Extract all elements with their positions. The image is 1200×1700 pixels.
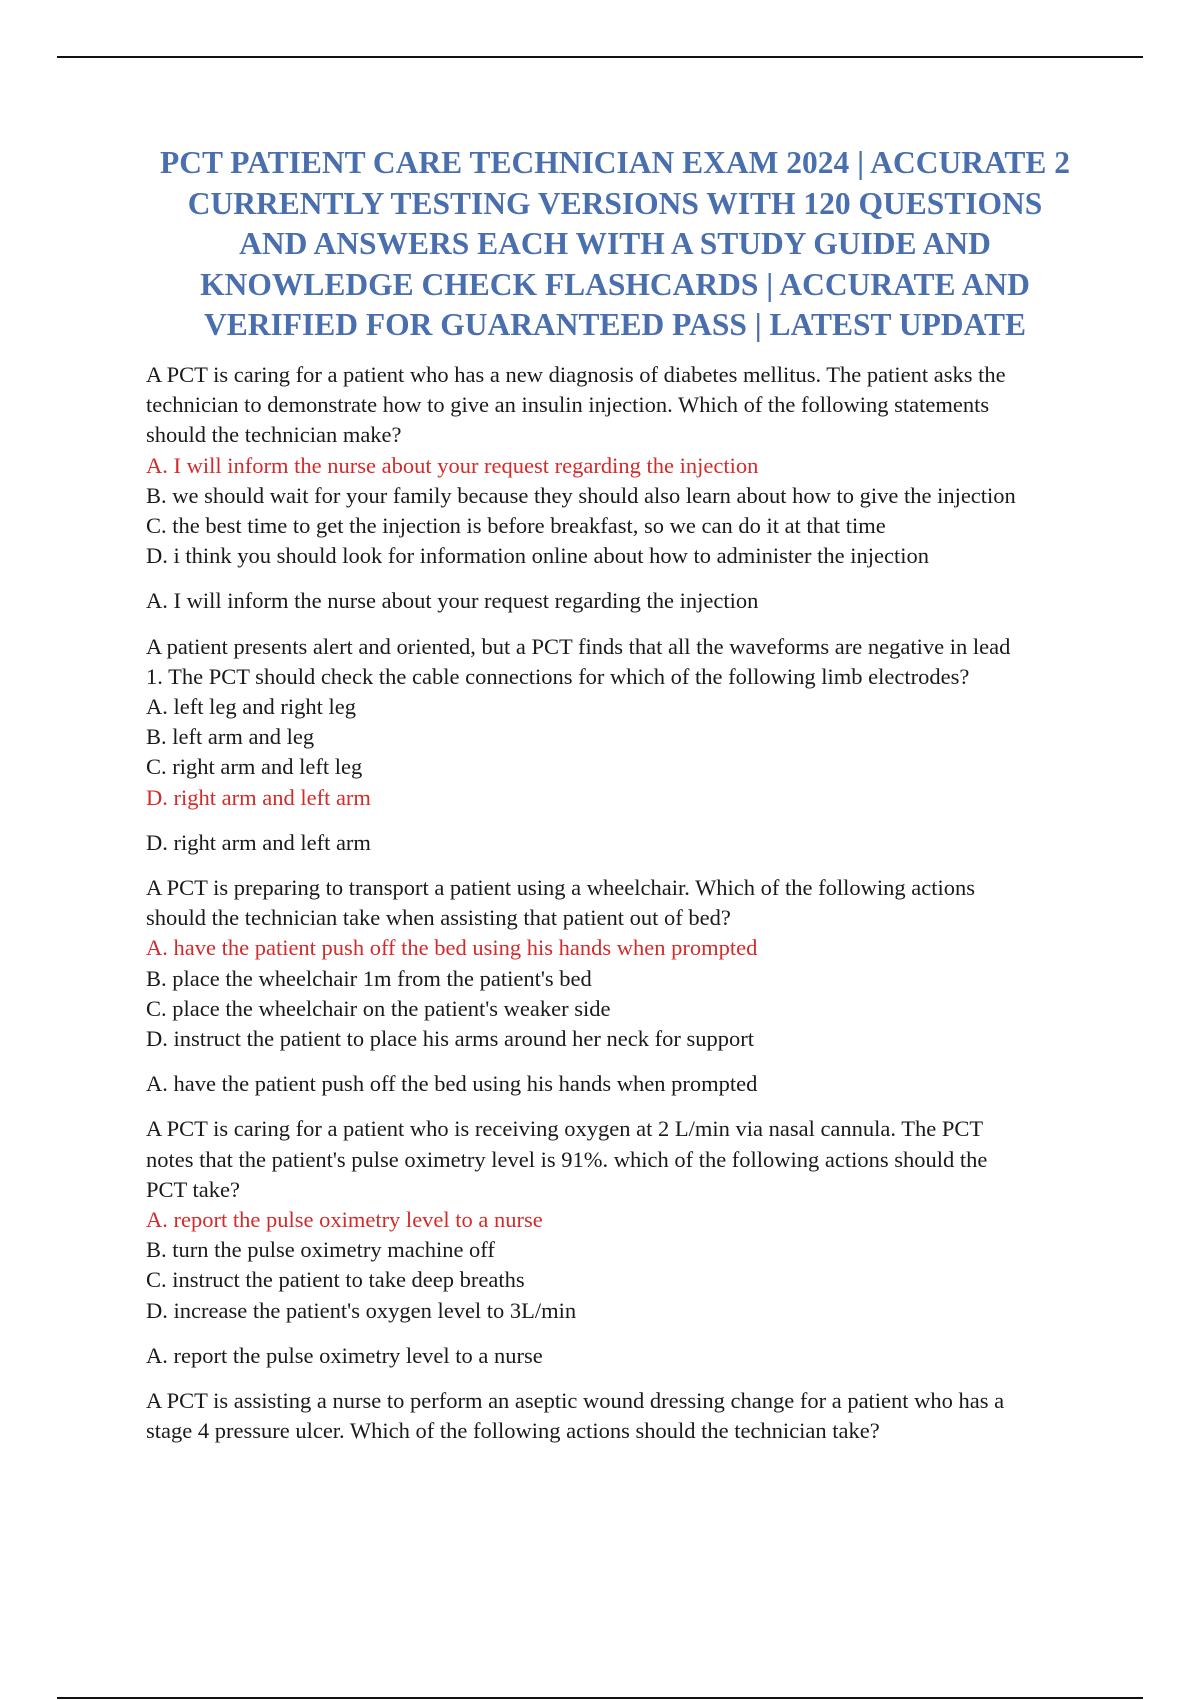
title-line: KNOWLEDGE CHECK FLASHCARDS | ACCURATE AND [200, 266, 1030, 302]
correct-option: D. right arm and left arm [146, 784, 371, 810]
answer-key: A. report the pulse oximetry level to a nurse [146, 1342, 543, 1368]
answer-option: B. left arm and leg [146, 724, 315, 750]
answer-option: B. we should wait for your family because they should also learn about how to give the injection [146, 482, 1016, 508]
correct-option: A. report the pulse oximetry level to a nurse [146, 1207, 543, 1233]
answer-option: C. the best time to get the injection is before breakfast, so we can do it at that time [146, 513, 886, 539]
question-text-line: A PCT is caring for a patient who is receiving oxygen at 2 L/min via nasal cannula. The PCT [146, 1116, 984, 1142]
answer-option: C. place the wheelchair on the patient's weaker side [146, 995, 611, 1021]
answer-option: B. turn the pulse oximetry machine off [146, 1237, 495, 1263]
document-title [140, 143, 1090, 346]
correct-option: A. have the patient push off the bed using his hands when prompted [146, 935, 758, 961]
question-text-line: A PCT is preparing to transport a patient using a wheelchair. Which of the following actions [146, 875, 975, 901]
question-text-line: A patient presents alert and oriented, but a PCT finds that all the waveforms are negative in lead [146, 633, 1011, 659]
title-line: CURRENTLY TESTING VERSIONS WITH 120 QUESTIONS [187, 185, 1043, 221]
title-line: PCT PATIENT CARE TECHNICIAN EXAM 2024 | ACCURATE 2 [159, 145, 1071, 180]
question-text-line: A PCT is assisting a nurse to perform an aseptic wound dressing change for a patient who has a [146, 1388, 1005, 1414]
title-line: AND ANSWERS EACH WITH A STUDY GUIDE AND [239, 226, 991, 261]
answer-key: A. I will inform the nurse about your request regarding the injection [146, 588, 759, 614]
answer-option: D. instruct the patient to place his arms around her neck for support [146, 1026, 754, 1052]
question-text-line: should the technician take when assisting that patient out of bed? [146, 905, 731, 931]
answer-option: A. left leg and right leg [146, 694, 356, 720]
question-text-line: PCT take? [146, 1176, 240, 1202]
question-block [146, 360, 1086, 617]
answer-option: C. right arm and left leg [146, 754, 363, 780]
answer-option: D. increase the patient's oxygen level to 3L/min [146, 1297, 577, 1323]
title-line: VERIFIED FOR GUARANTEED PASS | LATEST UPDATE [204, 307, 1026, 342]
question-block [146, 632, 1086, 858]
question-block [146, 1114, 1086, 1371]
question-text-line: technician to demonstrate how to give an insulin injection. Which of the following statements [146, 392, 990, 418]
question-block [146, 873, 1086, 1099]
question-text-line: A PCT is caring for a patient who has a new diagnosis of diabetes mellitus. The patient asks the [146, 362, 1006, 387]
header-rule [57, 56, 1143, 58]
answer-option: C. instruct the patient to take deep breaths [146, 1267, 525, 1293]
question-text-line: 1. The PCT should check the cable connections for which of the following limb electrodes? [146, 663, 970, 689]
answer-option: D. i think you should look for information online about how to administer the injection [146, 543, 930, 569]
answer-key: D. right arm and left arm [146, 829, 371, 855]
correct-option: A. I will inform the nurse about your request regarding the injection [146, 452, 759, 478]
answer-key: A. have the patient push off the bed using his hands when prompted [146, 1071, 758, 1097]
question-text-line: notes that the patient's pulse oximetry level is 91%. which of the following actions should the [146, 1146, 988, 1172]
question-text-line: stage 4 pressure ulcer. Which of the following actions should the technician take? [146, 1418, 880, 1444]
footer-rule [57, 1697, 1143, 1699]
question-list [146, 360, 1086, 1447]
question-block [146, 1386, 1086, 1446]
question-text-line: should the technician make? [146, 422, 402, 448]
answer-option: B. place the wheelchair 1m from the patient's bed [146, 965, 592, 991]
